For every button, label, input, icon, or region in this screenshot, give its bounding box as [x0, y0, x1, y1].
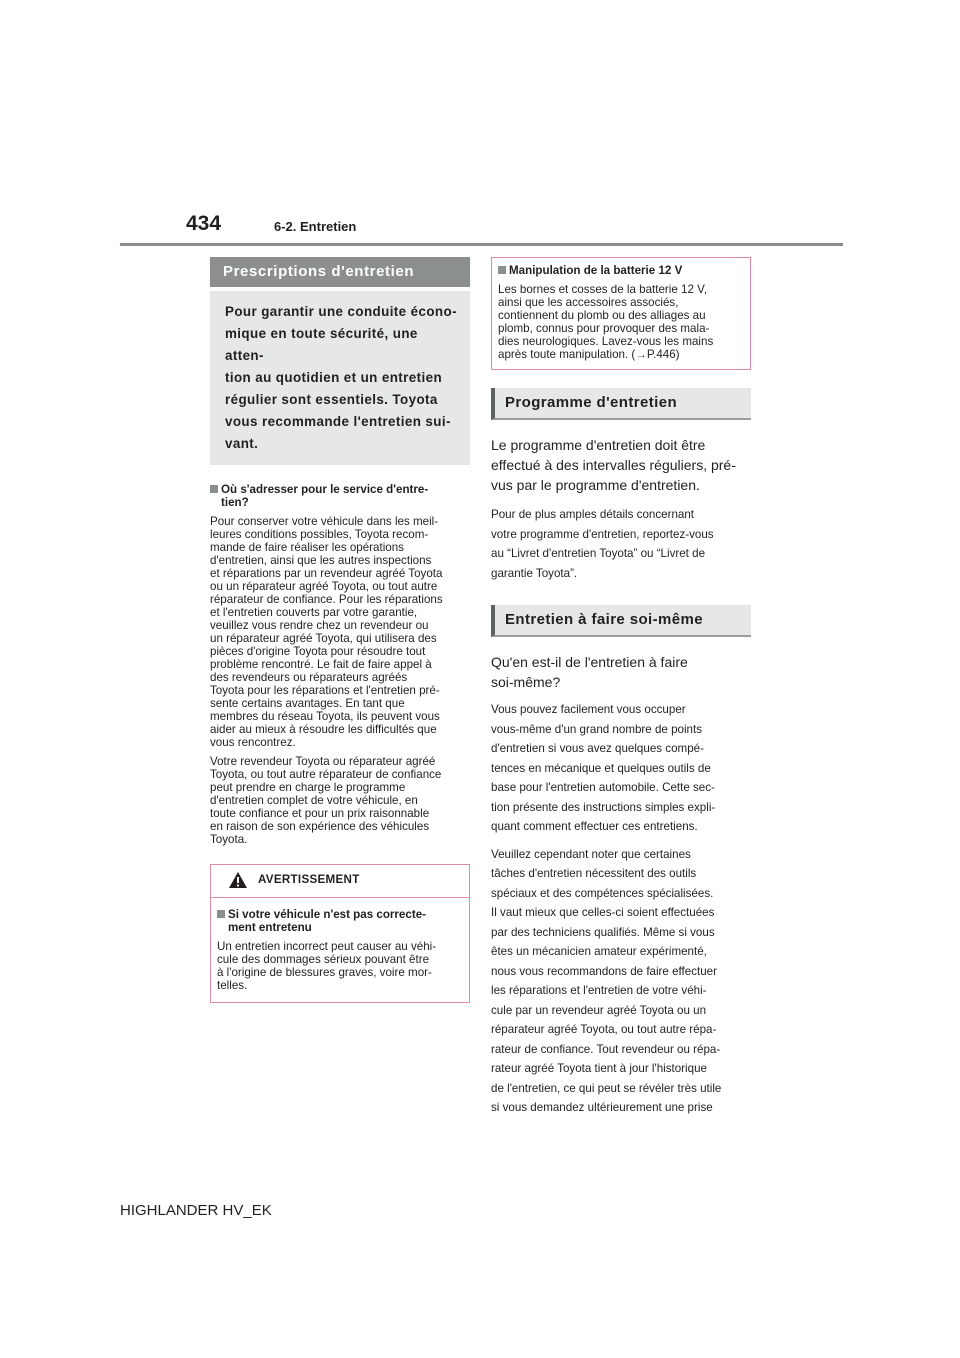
text-line: Le programme d'entretien doit être — [491, 437, 706, 453]
subheading-line: Manipulation de la batterie 12 V — [509, 264, 683, 277]
square-bullet-icon — [498, 266, 506, 274]
text-line: peut prendre en charge le programme — [210, 781, 406, 794]
section-title: 6-2. Entretien — [274, 219, 357, 234]
battery-text — [498, 283, 742, 361]
text-line: d'entretien, ainsi que les autres inspections — [210, 554, 432, 567]
text-line: si vous demandez ultérieurement une prise — [491, 1101, 713, 1114]
left-column — [210, 257, 470, 1003]
intro-line: tion au quotidien et un entretien — [225, 370, 443, 385]
text-line: leures conditions possibles, Toyota recom- — [210, 528, 429, 541]
text-line: réparateur de confiance. Pour les réparations — [210, 593, 443, 606]
diy-lead — [491, 652, 751, 692]
subheading-line: tien? — [221, 496, 249, 509]
square-bullet-icon — [210, 485, 218, 493]
text-line: un réparateur agréé Toyota, qui utilisera des — [210, 632, 437, 645]
text-line: Pour de plus amples détails concernant — [491, 508, 695, 521]
text-line: Les bornes et cosses de la batterie 12 V, — [498, 283, 708, 296]
subheading-line: Où s'adresser pour le service d'entre- — [221, 483, 429, 496]
text-line: Veuillez cependant noter que certaines — [491, 847, 691, 861]
text-line: Un entretien incorrect peut causer au véhi- — [217, 940, 437, 953]
text-line: Votre revendeur Toyota ou réparateur agréé — [210, 755, 436, 768]
text-line: soi-même? — [491, 674, 561, 690]
warning-content — [211, 908, 469, 992]
text-line: Toyota. — [210, 833, 248, 846]
paragraph-service-2 — [210, 755, 470, 846]
intro-line: vous recommande l'entretien sui- — [225, 414, 451, 429]
text-line: effectué à des intervalles réguliers, pré- — [491, 457, 736, 473]
warning-triangle-icon — [228, 871, 248, 889]
text-line: en raison de son expérience des véhicules — [210, 820, 430, 833]
page-reference-link[interactable]: après toute manipulation. (→P.446) — [498, 348, 680, 361]
text-line: des revendeurs ou réparateurs agréés — [210, 671, 408, 684]
header-divider — [120, 243, 843, 246]
diy-paragraph-1 — [491, 700, 751, 837]
text-line: ou un réparateur agréé Toyota, ou tout autre — [210, 580, 438, 593]
warning-box — [210, 864, 470, 1003]
text-line: spéciaux et des compétences spécialisées. — [491, 886, 714, 900]
text-line: les réparations et l'entretien de votre véhi- — [491, 984, 707, 997]
text-line: vous-même d'un grand nombre de points — [491, 722, 703, 736]
text-line: d'entretien si vous avez quelques compé- — [491, 742, 704, 755]
text-line: cule des dommages sérieux pouvant être — [217, 953, 430, 966]
subheading-where-service — [210, 483, 470, 509]
text-line: base pour l'entretien automobile. Cette sec- — [491, 781, 715, 794]
text-line: sente certains avantages. En tant que — [210, 697, 405, 710]
text-line: nous vous recommandons de faire effectuer — [491, 964, 717, 978]
intro-line: Pour garantir une conduite écono- — [225, 304, 457, 319]
page-number: 434 — [186, 212, 222, 235]
text-line: tâches d'entretien nécessitent des outils — [491, 867, 697, 880]
text-line: dies neurologiques. Lavez-vous les mains — [498, 335, 714, 348]
subheading-line: ment entretenu — [228, 921, 312, 934]
text-line: et réparations par un revendeur agréé Toyota — [210, 567, 443, 580]
text-line: Vous pouvez facilement vous occuper — [491, 703, 686, 716]
text-line: quant comment effectuer ces entretiens. — [491, 820, 698, 833]
intro-line: vant. — [225, 436, 259, 451]
warning-subheading — [217, 908, 463, 934]
text-line: Qu'en est-il de l'entretien à faire — [491, 654, 688, 670]
battery-note-box — [491, 257, 751, 370]
text-line: toute confiance et pour un prix raisonnable — [210, 807, 430, 820]
text-line: Toyota, ou tout autre réparateur de confiance — [210, 768, 442, 781]
warning-header — [211, 865, 469, 898]
text-line: problème rencontré. Le fait de faire appel à — [210, 658, 432, 671]
section-heading-programme: Programme d'entretien — [491, 388, 751, 420]
text-line: à l'origine de blessures graves, voire mor- — [217, 966, 432, 979]
text-line: contiennent du plomb ou des alliages au — [498, 309, 706, 322]
text-line: d'entretien complet de votre véhicule, en — [210, 794, 418, 807]
subheading-line: Si votre véhicule n'est pas correcte- — [228, 908, 426, 921]
text-line: de l'entretien, ce qui peut se révéler très utile — [491, 1081, 722, 1095]
text-line: êtes un mécanicien amateur expérimenté, — [491, 945, 707, 958]
text-line: Pour conserver votre véhicule dans les meil- — [210, 515, 439, 528]
text-line: tences en mécanique et quelques outils de — [491, 761, 711, 775]
programme-text — [491, 505, 751, 583]
intro-line: régulier sont essentiels. Toyota — [225, 392, 438, 407]
text-line: au “Livret d'entretien Toyota” ou “Livret de — [491, 547, 706, 560]
text-line: plomb, connus pour provoquer des mala- — [498, 322, 710, 335]
diy-paragraph-2 — [491, 845, 751, 1118]
battery-subheading — [498, 264, 742, 277]
section-heading-prescriptions: Prescriptions d'entretien — [210, 257, 470, 287]
right-column — [491, 257, 751, 1118]
section-heading-diy: Entretien à faire soi-même — [491, 605, 751, 637]
text-line: rateur de confiance. Tout revendeur ou répa- — [491, 1042, 721, 1056]
text-line: telles. — [217, 979, 248, 992]
warning-text — [217, 940, 463, 992]
text-line: membres du réseau Toyota, ils peuvent vous — [210, 710, 440, 723]
text-line: par des techniciens qualifiés. Même si vous — [491, 925, 715, 939]
text-line: veuillez vous rendre chez un revendeur ou — [210, 619, 429, 632]
footer-model: HIGHLANDER HV_EK — [120, 1202, 272, 1219]
text-line: Il vaut mieux que celles-ci soient effectuées — [491, 906, 715, 919]
text-line: réparateur agréé Toyota, ou tout autre répa- — [491, 1023, 717, 1036]
text-line: mande de faire réaliser les opérations — [210, 541, 404, 554]
text-line: pièces d'origine Toyota pour résoudre tout — [210, 645, 426, 658]
text-line: garantie Toyota”. — [491, 566, 578, 580]
text-line: cule par un revendeur agréé Toyota ou un — [491, 1003, 707, 1017]
text-line: et l'entretien couverts par votre garantie, — [210, 606, 418, 619]
intro-box — [210, 291, 470, 465]
text-line: votre programme d'entretien, reportez-vous — [491, 527, 714, 541]
text-line: aider au mieux à résoudre les difficultés que — [210, 723, 437, 736]
programme-lead — [491, 435, 751, 495]
intro-line: mique en toute sécurité, une atten- — [225, 326, 418, 363]
square-bullet-icon — [217, 910, 225, 918]
text-line: tion présente des instructions simples expli- — [491, 800, 716, 814]
text-line: rateur agréé Toyota tient à jour l'historique — [491, 1062, 707, 1075]
text-line: ainsi que les accessoires associés, — [498, 296, 679, 309]
paragraph-service-1 — [210, 515, 470, 749]
text-line: vous rencontrez. — [210, 736, 296, 749]
text-line: vus par le programme d'entretien. — [491, 477, 700, 493]
warning-title: AVERTISSEMENT — [258, 873, 360, 886]
text-line: Toyota pour les réparations et l'entretien pré- — [210, 684, 440, 697]
